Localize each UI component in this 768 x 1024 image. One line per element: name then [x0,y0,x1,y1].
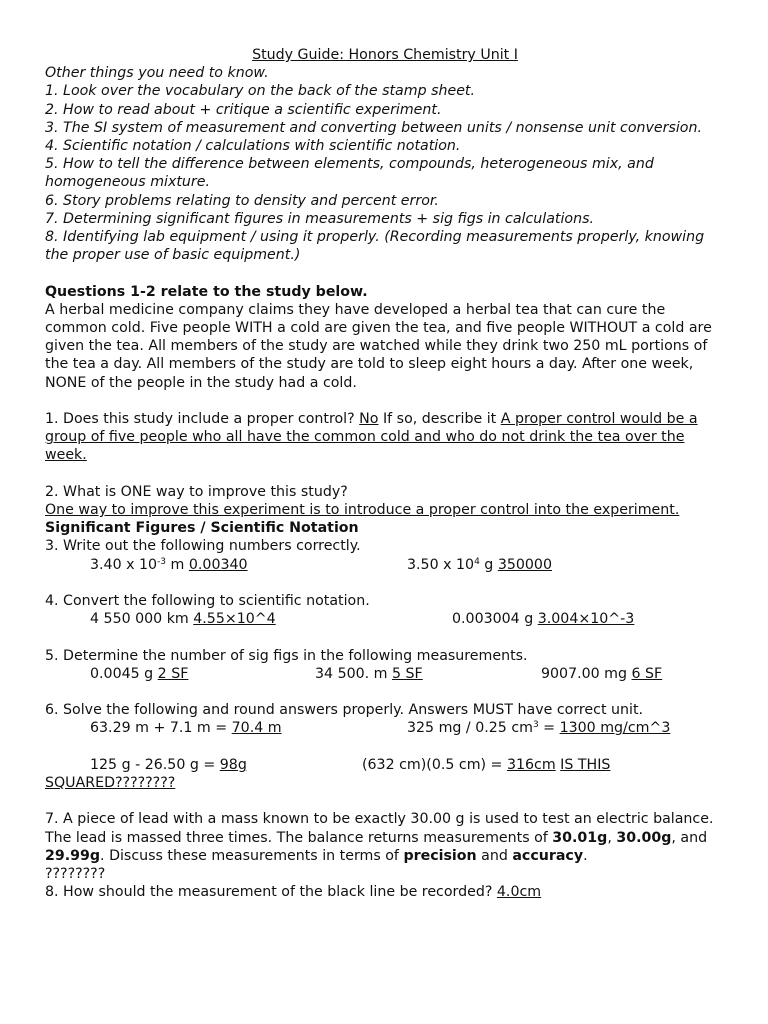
q6-item-c: 125 g - 26.50 g = 98g [90,756,247,773]
q7-measure-1: 30.01g [552,829,608,846]
q5-answer-b: 5 SF [392,665,423,682]
q3-answer-a: 0.00340 [188,556,248,573]
q6-answer-b: 1300 mg/cm^3 [559,720,671,737]
q6-answer-a: 70.4 m [231,720,282,737]
document-page [45,46,725,901]
q5-answer-c: 6 SF [631,665,663,682]
q5-item-b: 34 500. m 5 SF [315,665,423,682]
q7-term-precision: precision [403,847,477,864]
q6-prompt: 6. Solve the following and round answers properly. Answers MUST have correct unit. [45,702,644,719]
q5-prompt: 5. Determine the number of sig figs in the following measurements. [45,647,528,664]
question-7: 7. A piece of lead with a mass known to be exactly 30.00 g is used to test an electric balance. The lead is massed three times. The balance returns measurements of 30.01g, 30.00g, and 29.99g. Discuss these measurements in terms of precision and accuracy. [45,811,714,864]
intro-item: 8. Identifying lab equipment / using it properly. (Recording measurements properly, knowing the proper use of basic equipment.) [45,229,705,264]
q6-answer-c: 98g [219,756,247,773]
intro-item: 4. Scientific notation / calculations with scientific notation. [45,138,461,155]
q3-item-b: 3.50 x $10^4$ g 350000 [407,556,552,573]
q4-prompt: 4. Convert the following to scientific notation. [45,593,370,610]
page-title: Study Guide: Honors Chemistry Unit I [252,47,518,63]
sigfigs-section [45,519,725,901]
q7-answer: ???????? [45,865,106,882]
intro-item: 5. How to tell the difference between elements, compounds, heterogeneous mix, and homogeneous mixture. [45,156,654,191]
q1-prompt-2: If so, describe it [382,411,497,428]
q4-answer-a: 4.55×10^4 [193,611,276,628]
q7-measure-2: 30.00g [616,829,672,846]
q6-answer-d: 316cm [506,756,556,773]
study-section [45,283,725,520]
q6-note-d: IS THIS [560,756,611,773]
intro-item: 3. The SI system of measurement and converting between units / nonsense unit conversion. [45,119,702,136]
q6-item-a: 63.29 m + 7.1 m = 70.4 m [90,720,282,737]
q8-answer: 4.0cm [496,884,542,901]
q3-answer-b: 350000 [497,556,552,573]
q2-answer: One way to improve this experiment is to introduce a proper control into the experiment. [45,502,680,519]
q1-answer-description: A proper control would be a group of five people who all have the common cold and who do not drink the tea over the week. [45,411,698,464]
q6-row-2 [45,756,725,774]
q3-prompt: 3. Write out the following numbers correctly. [45,538,361,555]
intro-item: 6. Story problems relating to density and percent error. [45,192,439,209]
study-paragraph: A herbal medicine company claims they have developed a herbal tea that can cure the common cold. Five people WITH a cold are given the tea, and five people WITHOUT a cold are given the tea. All members of the study are watched while they drink two 250 mL portions of the tea a day. All members of the study are told to sleep eight hours a day. After one week, NONE of the people in the study had a cold. [45,301,712,391]
q5-row [45,665,725,683]
q2-prompt: 2. What is ONE way to improve this study? [45,483,348,500]
q6-item-d: (632 cm)(0.5 cm) = 316cm IS THIS [362,756,611,773]
intro-item: 1. Look over the vocabulary on the back of the stamp sheet. [45,83,475,100]
intro-item: 2. How to read about + critique a scientific experiment. [45,101,442,118]
q7-measure-3: 29.99g [45,847,101,864]
intro-heading: Other things you need to know. [45,65,269,82]
q3-item-a: 3.40 x $10^{-3}$ m 0.00340 [90,556,248,573]
intro-section [45,64,725,264]
q1-prompt: 1. Does this study include a proper control? [45,411,355,428]
intro-item: 7. Determining significant figures in measurements + sig figs in calculations. [45,210,594,227]
q5-item-a: 0.0045 g 2 SF [90,665,189,682]
q4-answer-b: 3.004×10^-3 [537,611,635,628]
q5-item-c: 9007.00 mg 6 SF [541,665,663,682]
question-2 [45,483,725,519]
q6-note-d-cont: SQUARED???????? [45,774,176,791]
q1-answer-no: No [359,411,379,428]
question-1 [45,410,725,465]
sigfigs-heading: Significant Figures / Scientific Notation [45,520,359,537]
q6-row-1 [45,719,725,737]
question-8: 8. How should the measurement of the black line be recorded? 4.0cm [45,884,542,901]
q4-row [45,610,725,628]
study-heading: Questions 1-2 relate to the study below. [45,283,368,300]
q4-item-b: 0.003004 g 3.004×10^-3 [452,611,635,628]
q4-item-a: 4 550 000 km 4.55×10^4 [90,611,276,628]
q3-row [45,556,725,574]
q6-item-b: 325 mg / 0.25 $cm^3 = 1300$ mg/cm^3 [407,720,671,737]
q7-term-accuracy: accuracy [512,847,584,864]
q5-answer-a: 2 SF [157,665,189,682]
